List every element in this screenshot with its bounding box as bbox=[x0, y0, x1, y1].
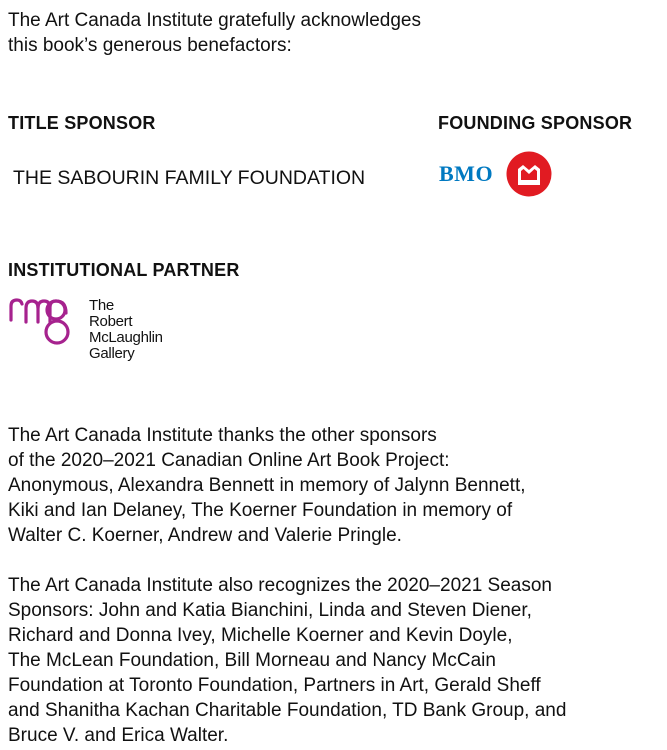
intro-paragraph: The Art Canada Institute gratefully acknowledges this book’s generous benefactors: bbox=[8, 10, 421, 56]
rmg-wordmark-line: Robert bbox=[89, 313, 133, 330]
rmg-wordmark-line: The bbox=[89, 297, 114, 314]
founding-sponsor-heading: FOUNDING SPONSOR bbox=[438, 113, 633, 133]
season-sponsors-paragraph: The Art Canada Institute also recognizes the 2020–2021 Season Sponsors: John and Katia Bianchini, Linda and Steven Diener, Richard and Donna Ivey, Michelle Koerner and Kevin Doyle, The McLean Foundation, Bill Morneau and Nancy McCain Foundation at Toronto Foundation, Partners in Art, Gerald Sheff and Shanitha Kachan Charitable Foundation, TD Bank Group, and Bruce V. and Erica Walter. bbox=[8, 575, 567, 746]
bmo-logo bbox=[439, 151, 559, 197]
title-sponsor-name: THE SABOURIN FAMILY FOUNDATION bbox=[13, 167, 366, 189]
rmg-wordmark-line: McLaughlin bbox=[89, 329, 163, 346]
rmg-wordmark-line: Gallery bbox=[89, 345, 135, 362]
bmo-wordmark: BMO bbox=[439, 161, 494, 186]
title-sponsor-heading: TITLE SPONSOR bbox=[8, 113, 156, 133]
rmg-logo-icon bbox=[8, 296, 80, 346]
institutional-partner-heading: INSTITUTIONAL PARTNER bbox=[8, 260, 240, 280]
rmg-wordmark bbox=[89, 298, 163, 362]
thanks-paragraph: The Art Canada Institute thanks the other sponsors of the 2020–2021 Canadian Online Art Book Project: Anonymous, Alexandra Bennett in memory of Jalynn Bennett, Kiki and Ian Delaney, The Koerner Foundation in memory of Walter C. Koerner, Andrew and Valerie Pringle. bbox=[8, 425, 526, 546]
bmo-roundel-icon bbox=[506, 151, 552, 197]
